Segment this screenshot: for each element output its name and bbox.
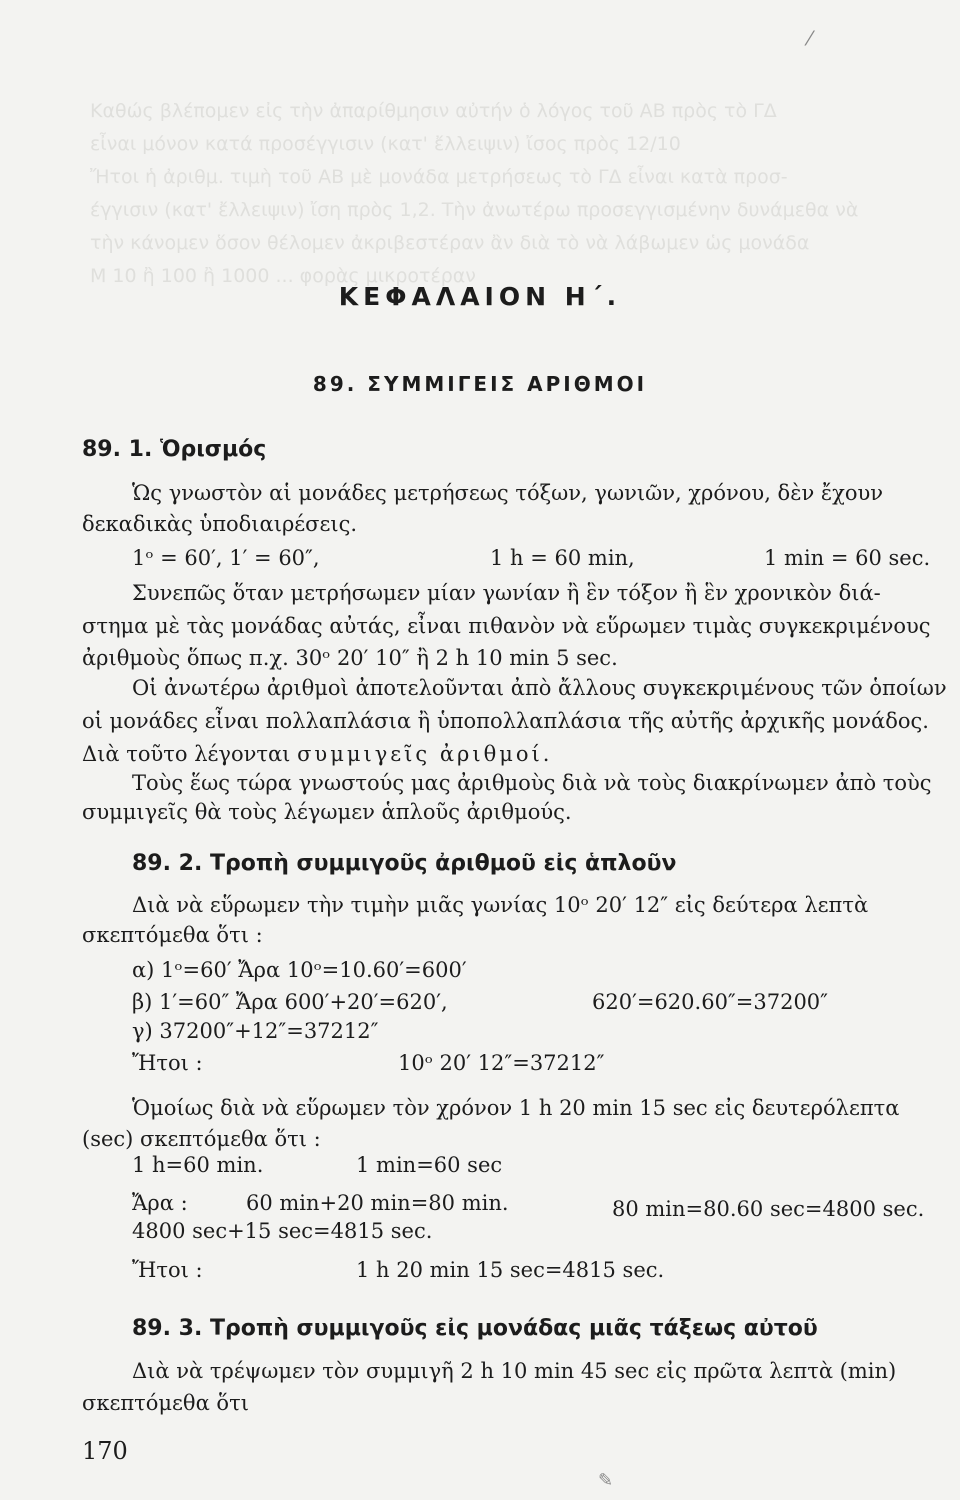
ghost-line: εἶναι μόνον κατά προσέγγισιν (κατ' ἔλλειψιν) ἴσος πρὸς 12/10	[90, 133, 681, 155]
paragraph-line: σκεπτόμεθα ὅτι	[82, 1391, 249, 1415]
page-number: 170	[82, 1437, 128, 1465]
unit-equation: 1 min = 60 sec.	[764, 546, 931, 570]
paragraph-line: συμμιγεῖς θὰ τοὺς λέγωμεν ἁπλοῦς ἀριθμούς.	[82, 800, 572, 824]
ghost-line: Μ 10 ἢ 100 ἢ 1000 ... φορὰς μικροτέραν	[90, 265, 476, 287]
paragraph-line: Ὡς γνωστὸν αἱ μονάδες μετρήσεως τόξων, γωνιῶν, χρόνου, δὲν ἔχουν	[132, 481, 884, 505]
subsection-heading-unit-conversion: 89. 3. Τροπὴ συμμιγοῦς εἰς μονάδας μιᾶς τάξεως αὐτοῦ	[132, 1316, 818, 1341]
step-line: 1 h=60 min.	[132, 1153, 264, 1177]
section-title: 89. ΣΥΜΜΙΓΕΙΣ ΑΡΙΘΜΟΙ	[312, 372, 648, 396]
ghost-line: Καθώς βλέπομεν εἰς τὴν ἀπαρίθμησιν αὐτήν ὁ λόγος τοῦ ΑΒ πρὸς τὸ ΓΔ	[90, 100, 777, 122]
paragraph-line	[82, 739, 552, 769]
step-line: 60 min+20 min=80 min.	[246, 1191, 509, 1215]
ghost-line: Ἤτοι ἡ ἀριθμ. τιμὴ τοῦ ΑΒ μὲ μονάδα μετρήσεως τὸ ΓΔ εἶναι κατὰ προσ-	[90, 166, 788, 188]
unit-equation: 1ᵒ = 60′, 1′ = 60″,	[132, 546, 320, 570]
step-line: Ἤτοι :	[132, 1258, 203, 1282]
pen-mark: ⁄	[808, 26, 812, 50]
step-line: 4800 sec+15 sec=4815 sec.	[132, 1219, 433, 1243]
paragraph-line: δεκαδικὰς ὑποδιαιρέσεις.	[82, 512, 358, 536]
paragraph-line: ἀριθμοὺς ὅπως π.χ. 30ᵒ 20′ 10″ ἢ 2 h 10 min 5 sec.	[82, 646, 618, 670]
step-line: 620′=620.60″=37200″	[592, 990, 829, 1014]
step-line: Ἤτοι :	[132, 1051, 203, 1075]
chapter-title: ΚΕΦΑΛΑΙΟΝ Η΄.	[338, 282, 622, 311]
paragraph-line: Τοὺς ἕως τώρα γνωστούς μας ἀριθμοὺς διὰ νὰ τοὺς διακρίνωμεν ἀπὸ τοὺς	[132, 771, 932, 795]
paragraph-line: σκεπτόμεθα ὅτι :	[82, 923, 263, 947]
paragraph-line: Διὰ νὰ τρέψωμεν τὸν συμμιγῆ 2 h 10 min 45 sec εἰς πρῶτα λεπτὰ (min)	[132, 1359, 897, 1383]
paragraph-line: Οἱ ἀνωτέρω ἀριθμοὶ ἀποτελοῦνται ἀπὸ ἄλλους συγκεκριμένους τῶν ὁποίων	[132, 676, 947, 700]
paragraph-line: Συνεπῶς ὅταν μετρήσωμεν μίαν γωνίαν ἢ ἓν τόξον ἢ ἓν χρονικὸν διά-	[132, 581, 881, 605]
bleed-through-text	[90, 95, 950, 293]
step-line: γ) 37200″+12″=37212″	[132, 1019, 379, 1043]
step-line: α) 1ᵒ=60′ Ἄρα 10ᵒ=10.60′=600′	[132, 958, 467, 982]
unit-equation: 1 h = 60 min,	[490, 546, 635, 570]
text-span: Διὰ τοῦτο λέγονται	[82, 742, 291, 766]
paragraph-line: Ὁμοίως διὰ νὰ εὕρωμεν τὸν χρόνον 1 h 20 min 15 sec εἰς δευτερόλεπτα	[132, 1096, 900, 1120]
step-line: 1 min=60 sec	[356, 1153, 503, 1177]
step-line: β) 1′=60″ Ἄρα 600′+20′=620′,	[132, 990, 448, 1014]
step-result: 10ᵒ 20′ 12″=37212″	[398, 1051, 605, 1075]
ghost-line: τὴν κάνομεν ὅσον θέλομεν ἀκριβεστέραν ἂν διὰ τὸ νὰ λάβωμεν ὡς μονάδα	[90, 232, 810, 254]
paragraph-line: Διὰ νὰ εὕρωμεν τὴν τιμὴν μιᾶς γωνίας 10ᵒ 20′ 12″ εἰς δεύτερα λεπτὰ	[132, 893, 869, 917]
subsection-heading-conversion: 89. 2. Τροπὴ συμμιγοῦς ἀριθμοῦ εἰς ἁπλοῦν	[132, 851, 677, 876]
pen-mark: ✎	[598, 1470, 614, 1491]
step-line: Ἄρα :	[132, 1191, 188, 1215]
paragraph-line: (sec) σκεπτόμεθα ὅτι :	[82, 1127, 321, 1151]
step-line: 80 min=80.60 sec=4800 sec.	[612, 1197, 925, 1221]
spaced-term: συμμιγεῖς ἀριθμοί.	[297, 742, 553, 766]
step-result: 1 h 20 min 15 sec=4815 sec.	[356, 1258, 665, 1282]
paragraph-line: στημα μὲ τὰς μονάδας αὐτάς, εἶναι πιθανὸν νὰ εὕρωμεν τιμὰς συγκεκριμένους	[82, 614, 931, 638]
subsection-heading-definition: 89. 1. Ὁρισμός	[82, 437, 267, 462]
ghost-line: έγγισιν (κατ' ἔλλειψιν) ἴση πρὸς 1,2. Τὴν ἀνωτέρω προσεγγισμένην δυνάμεθα νὰ	[90, 199, 859, 221]
paragraph-line: οἱ μονάδες εἶναι πολλαπλάσια ἢ ὑποπολλαπλάσια τῆς αὐτῆς ἀρχικῆς μονάδος.	[82, 709, 929, 733]
